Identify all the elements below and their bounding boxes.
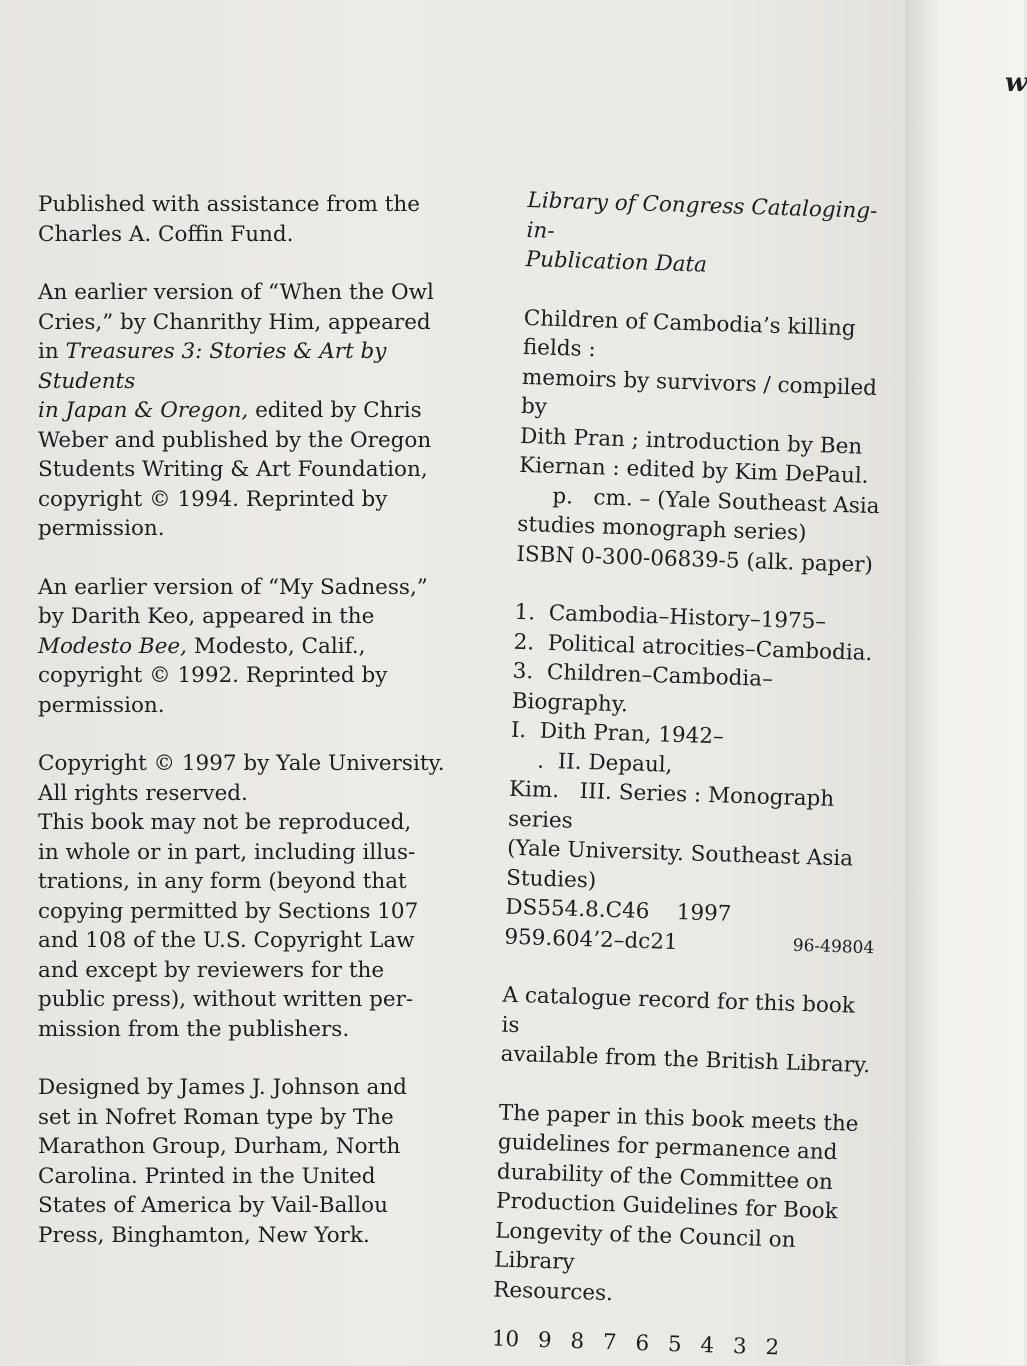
text-line bbox=[38, 632, 478, 662]
cip-subjects bbox=[504, 598, 885, 963]
text-line: mission from the publishers. bbox=[38, 1016, 350, 1042]
text-line: ISBN 0-300-06839-5 (alk. paper) bbox=[516, 541, 874, 578]
text-line: Kiernan : edited by Kim DePaul. bbox=[518, 452, 869, 489]
text-line: set in Nofret Roman type by The bbox=[38, 1104, 394, 1130]
cip-heading bbox=[525, 186, 898, 286]
text-line: guidelines for permanence and bbox=[497, 1129, 838, 1166]
text-line: permission. bbox=[38, 692, 165, 718]
text-line: copyright © 1994. Reprinted by bbox=[38, 486, 388, 512]
right-column bbox=[491, 186, 898, 1366]
text-line: copyright © 1992. Reprinted by bbox=[38, 663, 388, 688]
sadness-credit bbox=[38, 573, 478, 721]
copyright-notice bbox=[38, 749, 478, 1044]
text-line bbox=[38, 337, 478, 396]
text-line: Published with assistance from the bbox=[38, 192, 420, 217]
text-fragment: edited by Chris bbox=[248, 398, 422, 423]
cip-entry bbox=[516, 303, 894, 580]
text-fragment: Modesto, Calif., bbox=[186, 633, 366, 659]
assistance-note bbox=[38, 190, 478, 249]
text-line: Resources. bbox=[492, 1276, 614, 1306]
text-line: by Darith Keo, appeared in the bbox=[38, 604, 375, 629]
text-line: 3. Children–Cambodia–Biography. bbox=[511, 658, 774, 717]
left-column bbox=[38, 190, 478, 1279]
newspaper-title: Modesto Bee, bbox=[38, 633, 187, 659]
text-line: Weber and published by the Oregon bbox=[38, 427, 432, 453]
text-line: in whole or in part, including illus- bbox=[38, 839, 416, 865]
book-title: in Japan & Oregon, bbox=[38, 398, 249, 423]
text-line: An earlier version of “My Sadness,” bbox=[38, 574, 428, 600]
text-line: Dith Pran ; introduction by Ben bbox=[519, 423, 863, 460]
text-line bbox=[38, 396, 478, 426]
printing-line: 10 9 8 7 6 5 4 3 2 bbox=[491, 1326, 780, 1361]
text-line: This book may not be reproduced, bbox=[38, 810, 412, 835]
text-line: copying permitted by Sections 107 bbox=[38, 898, 419, 924]
text-line: durability of the Committee on bbox=[496, 1159, 834, 1195]
paper-permanence-note bbox=[493, 1098, 869, 1316]
text-line: The paper in this book meets the bbox=[498, 1100, 859, 1137]
text-line: An earlier version of “When the Owl bbox=[38, 280, 434, 305]
text-line: memoirs by survivors / compiled by bbox=[520, 364, 878, 420]
text-line: Carolina. Printed in the United bbox=[38, 1163, 376, 1189]
british-library-note bbox=[500, 981, 873, 1081]
text-line: Studies) bbox=[505, 865, 597, 893]
text-line: permission. bbox=[38, 516, 165, 541]
text-line: Designed by James J. Johnson and bbox=[38, 1075, 407, 1100]
text-line: Children of Cambodia’s killing fields : bbox=[522, 305, 856, 363]
text-line: 1. Cambodia–History–1975– bbox=[514, 599, 827, 635]
text-line: Copyright © 1997 by Yale University. bbox=[38, 751, 445, 776]
text-line: Students Writing & Art Foundation, bbox=[38, 457, 428, 482]
text-line: Longevity of the Council on Library bbox=[493, 1217, 796, 1275]
text-line: p. cm. – (Yale Southeast Asia bbox=[517, 482, 880, 519]
text-line: A catalogue record for this book is bbox=[501, 982, 856, 1038]
text-line: public press), without written per- bbox=[38, 987, 414, 1012]
text-line: All rights reserved. bbox=[38, 780, 248, 806]
owl-credit bbox=[38, 278, 478, 544]
text-line: Publication Data bbox=[525, 246, 708, 278]
text-line: Library of Congress Cataloging-in- bbox=[526, 187, 878, 244]
dewey-number: 959.604’2–dc21 bbox=[504, 924, 679, 955]
design-credit bbox=[38, 1073, 478, 1250]
text-line: States of America by Vail-Ballou bbox=[38, 1193, 388, 1218]
book-title: Treasures 3: Stories & Art by Students bbox=[38, 339, 387, 394]
text-line: Press, Binghamton, New York. bbox=[38, 1222, 370, 1248]
text-fragment: in bbox=[38, 339, 66, 364]
adjacent-page-letter: w bbox=[1005, 68, 1027, 98]
text-line: and 108 of the U.S. Copyright Law bbox=[38, 928, 415, 953]
text-line: I. Dith Pran, 1942– . II. Depaul, bbox=[509, 717, 725, 778]
text-line: 2. Political atrocities–Cambodia. bbox=[513, 629, 873, 666]
text-line: Marathon Group, Durham, North bbox=[38, 1134, 401, 1159]
adjacent-page bbox=[905, 0, 1024, 1365]
text-line: available from the British Library. bbox=[500, 1041, 871, 1079]
text-line: Kim. III. Series : Monograph series bbox=[507, 776, 835, 834]
text-line: Production Guidelines for Book bbox=[495, 1188, 839, 1225]
text-line: Charles A. Coffin Fund. bbox=[38, 221, 294, 247]
text-line: Cries,” by Chanrithy Him, appeared bbox=[38, 309, 431, 335]
text-line: studies monograph series) bbox=[516, 511, 807, 546]
text-line: trations, in any form (beyond that bbox=[38, 869, 407, 894]
text-line: and except by reviewers for the bbox=[38, 957, 385, 983]
text-line: DS554.8.C46 1997 bbox=[504, 894, 732, 927]
lccn-number: 96-49804 bbox=[792, 935, 875, 958]
text-line: (Yale University. Southeast Asia bbox=[506, 835, 854, 872]
